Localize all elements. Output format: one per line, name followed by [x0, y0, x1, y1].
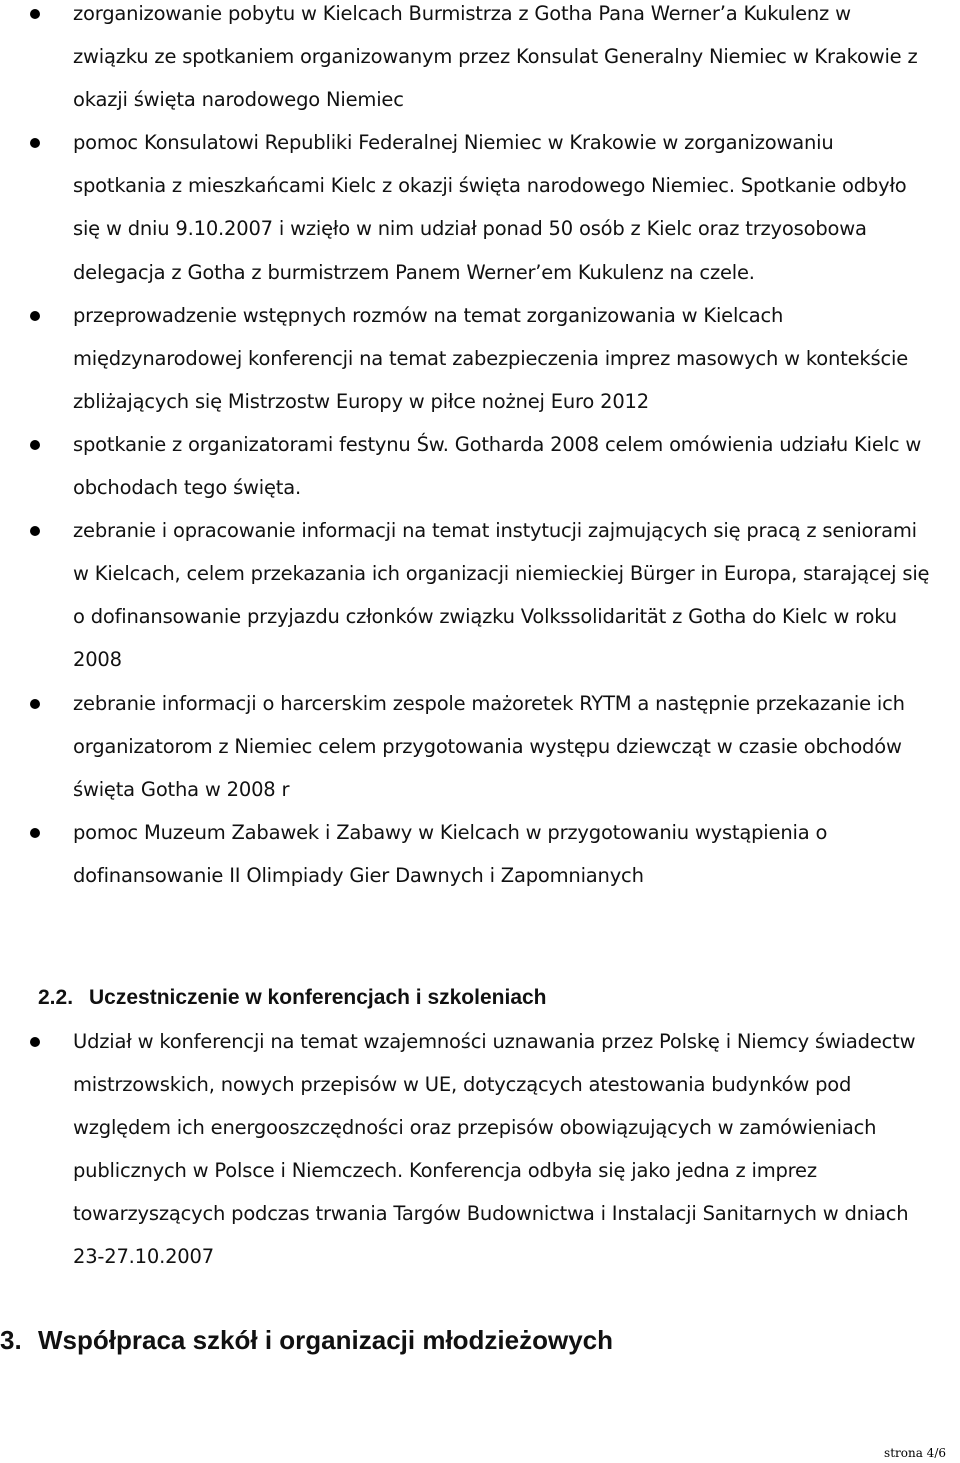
section-title: Współpraca szkół i organizacji młodzieżowych [38, 1325, 614, 1355]
list-item [0, 294, 960, 423]
bullet-icon [30, 526, 40, 536]
bullet-icon [30, 699, 40, 709]
bullet-icon [30, 138, 40, 148]
list-item [0, 509, 960, 681]
list-item [0, 1020, 960, 1279]
bullet-icon [30, 440, 40, 450]
list-item-text: spotkanie z organizatorami festynu Św. Gotharda 2008 celem omówienia udziału Kielc w obchodach tego święta. [73, 432, 922, 500]
list-item-text: zebranie informacji o harcerskim zespole mażoretek RYTM a następnie przekazanie ich organizatorom z Niemiec celem przygotowania występu dziewcząt w czasie obchodów święta Gotha w 2008 r [73, 691, 905, 801]
bullet-icon [30, 1037, 40, 1047]
bullet-icon [30, 828, 40, 838]
subsection-title: Uczestniczenie w konferencjach i szkoleniach [89, 986, 547, 1009]
list-item [0, 423, 960, 509]
conference-list [0, 1020, 960, 1279]
subsection-heading [38, 984, 547, 1012]
list-item-text: pomoc Konsulatowi Republiki Federalnej Niemiec w Krakowie w zorganizowaniu spotkania z mieszkańcami Kielc z okazji święta narodowego Niemiec. Spotkanie odbyło się w dniu 9.10.2007 i wzięło w nim udział ponad 50 osób z Kielc oraz trzyosobowa delegacja z Gotha z burmistrzem Panem Werner’em Kukulenz na czele. [73, 131, 907, 284]
list-item-text: pomoc Muzeum Zabawek i Zabawy w Kielcach w przygotowaniu wystąpienia o dofinansowanie II Olimpiady Gier Dawnych i Zapomnianych [73, 820, 828, 887]
list-item-text: zorganizowanie pobytu w Kielcach Burmistrza z Gotha Pana Werner’a Kukulenz w związku ze spotkaniem organizowanym przez Konsulat Generalny Niemiec w Krakowie z okazji święta narodowego Niemiec [73, 2, 918, 112]
list-item [0, 811, 960, 897]
list-item [0, 0, 960, 121]
section-heading [0, 1323, 613, 1357]
list-item-text: Udział w konferencji na temat wzajemności uznawania przez Polskę i Niemcy świadectw mistrzowskich, nowych przepisów w UE, dotyczących atestowania budynków pod względem ich energooszczędności oraz przepisów obowiązujących w zamówieniach publicznych w Polsce i Niemczech. Konferencja odbyła się jako jedna z imprez towarzyszących podczas trwania Targów Budownictwa i Instalacji Sanitarnych w dniach 23-27.10.2007 [73, 1030, 916, 1269]
bullet-icon [30, 9, 40, 19]
list-item-text: przeprowadzenie wstępnych rozmów na temat zorganizowania w Kielcach międzynarodowej konferencji na temat zabezpieczenia imprez masowych w kontekście zbliżających się Mistrzostw Europy w piłce nożnej Euro 2012 [73, 303, 908, 413]
page-number: strona 4/6 [884, 1446, 946, 1460]
list-item [0, 682, 960, 811]
section-number: 3. [0, 1325, 22, 1355]
subsection-number: 2.2. [38, 986, 74, 1009]
bullet-icon [30, 311, 40, 321]
list-item-text: zebranie i opracowanie informacji na temat instytucji zajmujących się pracą z seniorami w Kielcach, celem przekazania ich organizacji niemieckiej Bürger in Europa, starającej się o dofinansowanie przyjazdu członków związku Volkssolidarität z Gotha do Kielc w roku 2008 [73, 519, 930, 672]
list-item [0, 121, 960, 293]
